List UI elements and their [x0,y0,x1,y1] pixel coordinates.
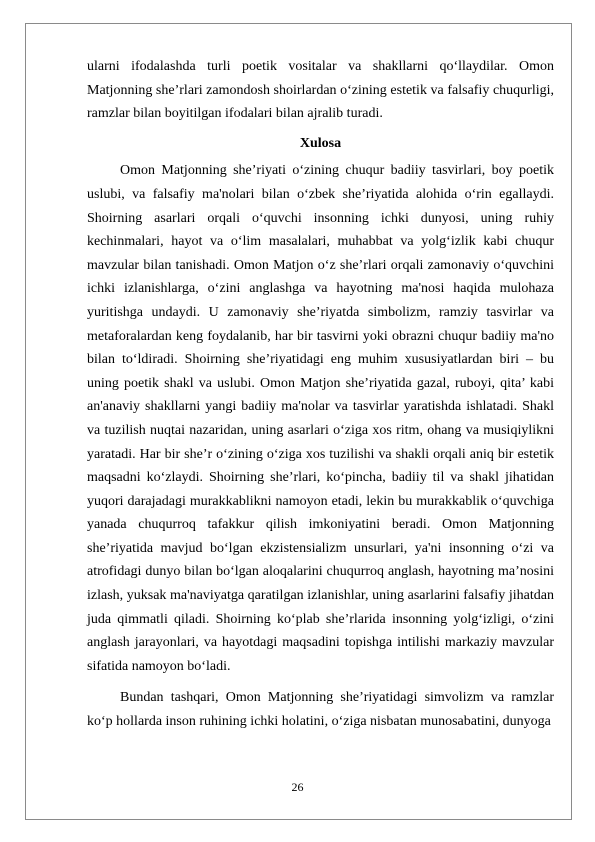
intro-paragraph: ularni ifodalashda turli poetik vositalar va shakllarni qo‘llaydilar. Omon Matjonning she’rlari zamondosh shoirlardan o‘zining estetik va falsafiy chuqurligi, ramzlar bilan boyitilgan ifodalari bilan ajralib turadi. [87,59,554,122]
page-number: 26 [291,780,304,794]
conclusion-paragraph-2: Bundan tashqari, Omon Matjonning she’riyatidagi simvolizm va ramzlar ko‘p hollarda inson ruhining ichki holatini, o‘ziga nisbatan munosabatini, dunyoga [87,690,554,730]
page-body [87,55,554,734]
section-heading: Xulosa [299,135,342,151]
conclusion-paragraph-1: Omon Matjonning she’riyati o‘zining chuqur badiiy tasvirlari, boy poetik uslubi, va falsafiy ma'nolari bilan o‘zbek she’riyatida alohida o‘rin egallaydi. Shoirning asarlari orqali o‘quvchi insonning ichki dunyosi, uning ruhiy kechinmalari, hayot va o‘lim masalalari, muhabbat va yolg‘izlik kabi chuqur mavzular bilan tanishadi. Omon Matjon o‘z she’rlari orqali zamonaviy o‘quvchini ichki izlanishlarga, o‘zini anglashga va hayotning ma'nosi haqida mulohaza yuritishga undaydi. U zamonaviy she’riyatda simbolizm, ramziy tasvirlar va metaforalardan keng foydalanib, har bir tasvirni yoki obrazni chuqur badiiy ma'no bilan to‘ldiradi. Shoirning she’riyatidagi eng muhim xususiyatlardan biri – bu uning poetik shakl va uslubi. Omon Matjon she’riyatida gazal, ruboyi, qita’ kabi an'anaviy shakllarni yangi badiiy ma'nolar va tasvirlar yaratishda ishlatadi. Shakl va tuzilish nuqtai nazaridan, uning asarlari o‘ziga xos ritm, ohang va musiqiylikni yaratadi. Har bir she’r o‘zining o‘ziga xos tuzilishi va shakli orqali aniq bir estetik maqsadni ko‘zlaydi. Shoirning she’rlari, ko‘pincha, badiiy til va shakl jihatidan yuqori darajadagi murakkablikni namoyon etadi, lekin bu murakkablik o‘quvchiga yanada chuqurroq tafakkur qilish imkoniyatini beradi. Omon Matjonning she’riyatida mavjud bo‘lgan ekzistensializm unsurlari, ya'ni insonning o‘zi va atrofidagi dunyo bilan bo‘lgan aloqalarini chuqurroq anglash, hayotning ma’nosini izlash, yuksak ma'naviyatga qaratilgan izlanishlar, uning asarlarini falsafiy jihatdan juda qimmatli qiladi. Shoirning ko‘plab she’rlarida insonning yolg‘izligi, o‘zini anglash jarayonlari, va hayotdagi maqsadini topishga intilishi markaziy mavzular sifatida namoyon bo‘ladi. [87,163,554,674]
